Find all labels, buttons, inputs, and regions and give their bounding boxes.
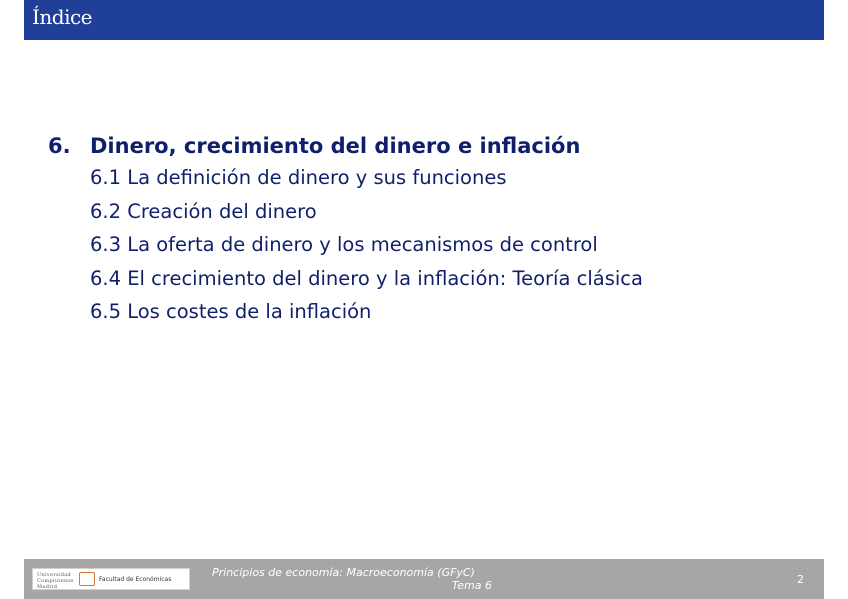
sub-item-6-1: 6.1 La definición de dinero y sus funciones xyxy=(90,166,507,189)
main-item-number: 6. xyxy=(48,134,71,158)
slide-title: Índice xyxy=(32,5,93,29)
footer-course-line: Principios de economía: Macroeconomía (GFyC) xyxy=(212,566,475,579)
title-bar xyxy=(24,0,824,40)
logo-mark-icon xyxy=(79,572,95,586)
logo-university-text: Universidad Complutense Madrid xyxy=(37,572,74,590)
footer-bar xyxy=(24,559,824,599)
sub-item-6-2: 6.2 Creación del dinero xyxy=(90,199,317,223)
content-area xyxy=(48,131,643,329)
sub-item-6-3: 6.3 La oferta de dinero y los mecanismos de control xyxy=(90,233,598,256)
sub-list xyxy=(90,161,643,329)
footer-topic-line: Tema 6 xyxy=(451,579,492,592)
sub-item-6-5: 6.5 Los costes de la inflación xyxy=(90,300,372,323)
main-item-label: Dinero, crecimiento del dinero e inflación xyxy=(90,134,581,158)
university-logo xyxy=(32,568,190,590)
sub-item-6-4: 6.4 El crecimiento del dinero y la inflación: Teoría clásica xyxy=(90,266,643,290)
page-number: 2 xyxy=(797,573,804,586)
logo-faculty-text: Facultad de Económicas xyxy=(99,576,172,583)
footer-caption xyxy=(192,566,492,592)
main-list-item xyxy=(48,131,643,161)
